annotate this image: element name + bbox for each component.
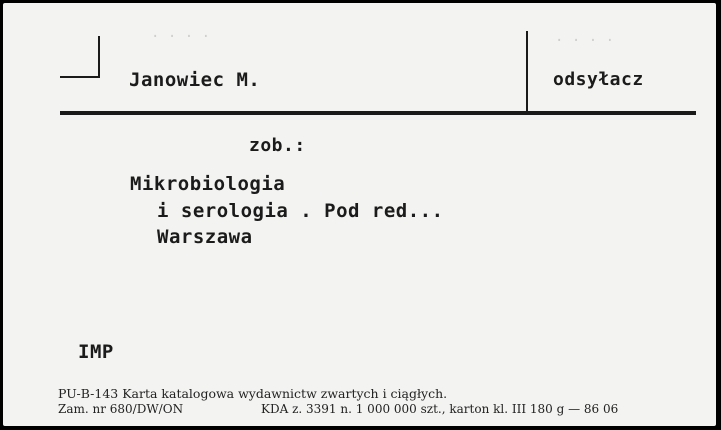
card-type-label: odsyłacz [553,69,644,90]
tab-corner-vertical [98,36,100,78]
bleed-through-mark: · · · · [555,33,615,49]
footer-printing-info: KDA z. 3391 n. 1 000 000 szt., karton kl. III 180 g — 86 06 [261,402,619,416]
author-heading: Janowiec M. [129,69,261,91]
header-rule [60,111,696,115]
footer-form-line: PU-B-143 Karta katalogowa wydawnictw zwartych i ciągłych. [58,386,448,401]
see-reference-label: zob.: [249,135,306,156]
header-divider [526,31,528,111]
catalog-card [3,3,716,426]
library-mark: IMP [78,341,114,363]
title-line-2: i serologia . Pod red... [157,200,444,222]
tab-corner-horizontal [60,76,100,78]
footer-order-number: Zam. nr 680/DW/ON [58,402,184,416]
title-line-3: Warszawa [157,226,253,248]
bleed-through-mark: · · · · [151,29,211,45]
title-line-1: Mikrobiologia [130,173,286,195]
